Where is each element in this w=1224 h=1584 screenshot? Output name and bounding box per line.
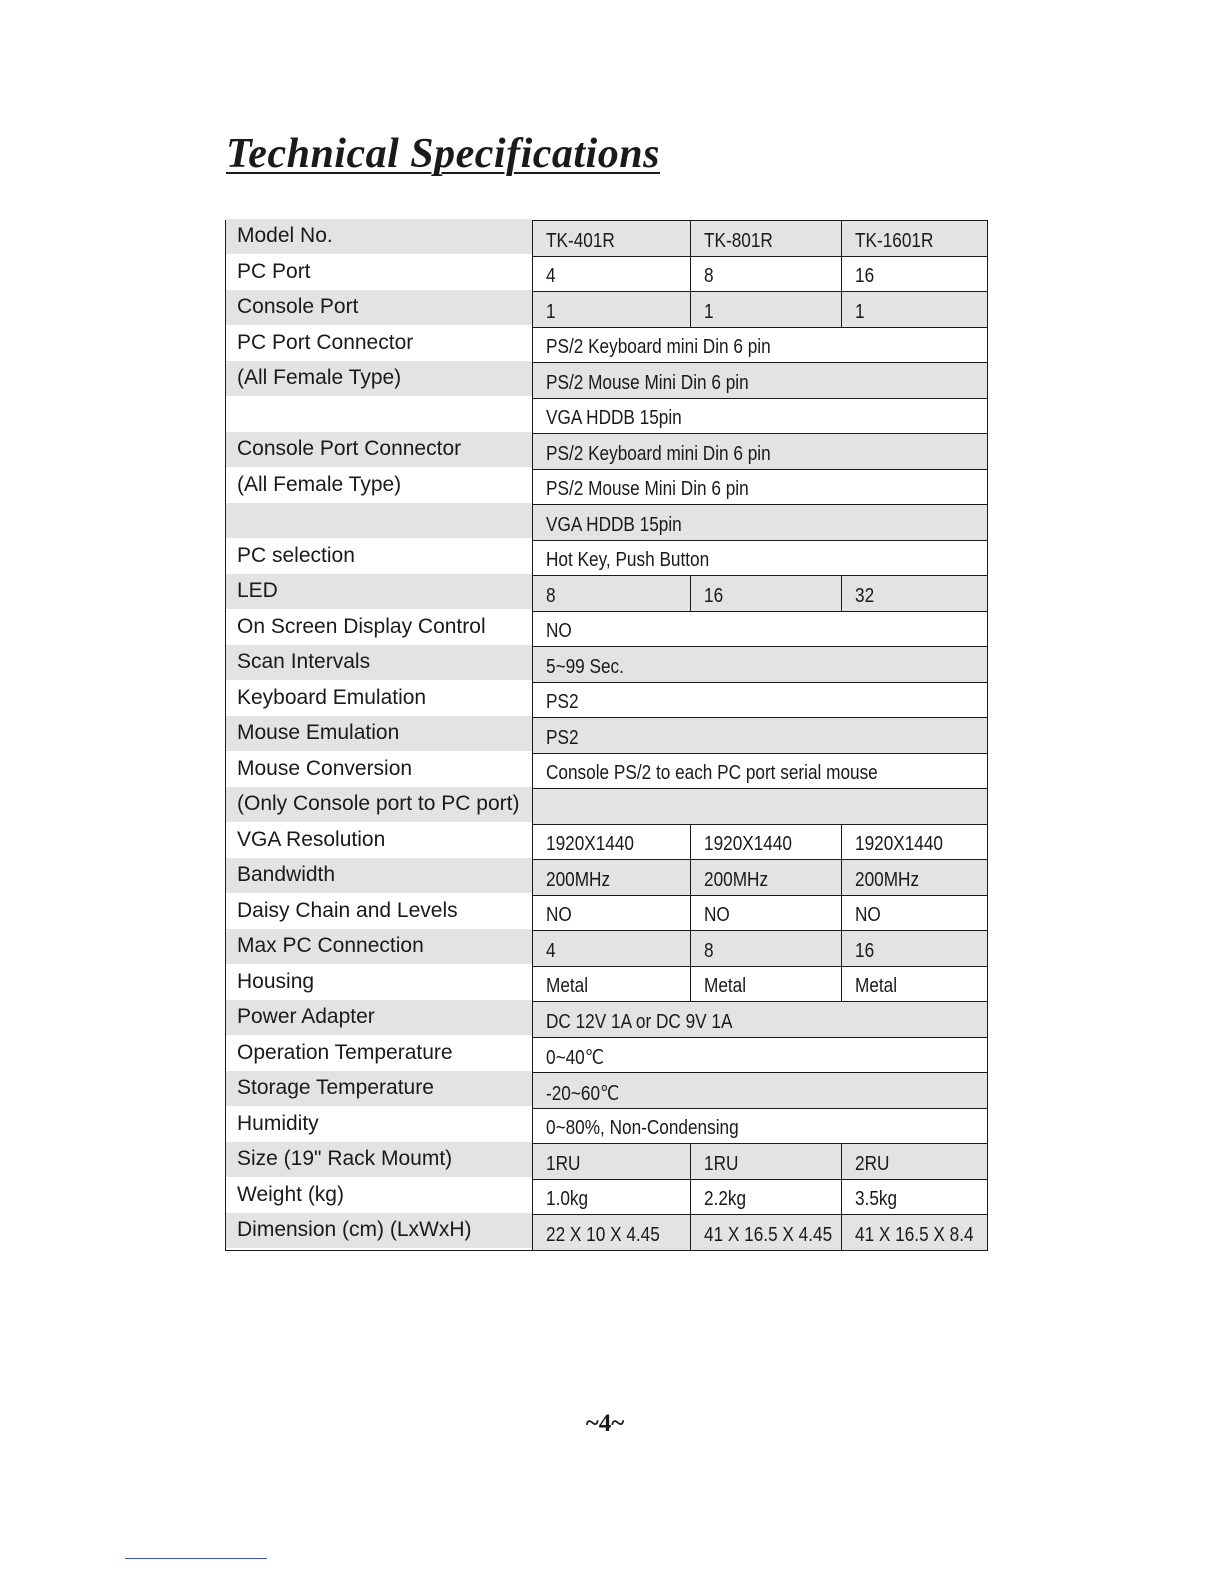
spec-value [533, 363, 988, 399]
table-row [226, 327, 988, 363]
table-row [226, 682, 988, 718]
spec-value [842, 895, 988, 931]
table-row [226, 1144, 988, 1180]
spec-label: (All Female Type) [226, 361, 533, 397]
spec-value-text: 1920X1440 [546, 833, 635, 856]
spec-label: Storage Temperature [226, 1071, 533, 1107]
table-row [226, 895, 988, 931]
spec-value [691, 824, 842, 860]
spec-value-text: Metal [855, 975, 898, 998]
spec-label: Scan Intervals [226, 645, 533, 681]
spec-value [533, 1215, 691, 1251]
spec-value-text: 200MHz [855, 868, 920, 891]
table-row [226, 931, 988, 967]
spec-value [533, 789, 988, 825]
spec-label: Mouse Conversion [226, 751, 533, 787]
spec-label: PC selection [226, 538, 533, 574]
spec-value-text: PS/2 Keyboard mini Din 6 pin [546, 442, 771, 465]
spec-value-text: 200MHz [546, 868, 611, 891]
spec-label: VGA Resolution [226, 822, 533, 858]
spec-value-text: 4 [546, 265, 556, 288]
spec-label: Humidity [226, 1106, 533, 1142]
spec-label: Mouse Emulation [226, 716, 533, 752]
spec-value [691, 966, 842, 1002]
spec-value-text: PS/2 Mouse Mini Din 6 pin [546, 371, 749, 394]
spec-value-text: 8 [704, 265, 714, 288]
spec-value [691, 895, 842, 931]
spec-value [533, 1179, 691, 1215]
spec-value-text: NO [546, 904, 572, 927]
spec-value [842, 1215, 988, 1251]
spec-value [533, 682, 988, 718]
spec-label: Model No. [226, 219, 533, 255]
spec-label: (Only Console port to PC port) [226, 787, 533, 823]
spec-value [533, 434, 988, 470]
spec-value [842, 221, 988, 257]
spec-label: Console Port [226, 290, 533, 326]
spec-value [533, 221, 691, 257]
spec-value [842, 1144, 988, 1180]
spec-value [691, 931, 842, 967]
spec-value-text: Hot Key, Push Button [546, 549, 710, 572]
spec-value-text: 32 [855, 584, 875, 607]
spec-label: Dimension (cm) (LxWxH) [226, 1213, 533, 1249]
spec-value [533, 1073, 988, 1109]
spec-value-text: PS/2 Mouse Mini Din 6 pin [546, 478, 749, 501]
spec-value-text: PS2 [546, 691, 579, 714]
spec-value-text: NO [704, 904, 730, 927]
table-row [226, 469, 988, 505]
spec-value-text: Console PS/2 to each PC port serial mouse [546, 762, 878, 785]
spec-value-text: 0~40℃ [546, 1047, 605, 1070]
spec-value [533, 1144, 691, 1180]
spec-value-text: 2RU [855, 1152, 890, 1175]
spec-label [226, 396, 533, 432]
spec-value [533, 1108, 988, 1144]
table-row [226, 789, 988, 825]
spec-label: LED [226, 574, 533, 610]
spec-value [691, 1215, 842, 1251]
spec-value [691, 576, 842, 612]
spec-value [533, 327, 988, 363]
spec-value [533, 895, 691, 931]
table-row [226, 718, 988, 754]
spec-value-text: VGA HDDB 15pin [546, 513, 682, 536]
table-row [226, 221, 988, 257]
spec-value-text: DC 12V 1A or DC 9V 1A [546, 1010, 733, 1033]
spec-value-text: 200MHz [704, 868, 769, 891]
spec-label: Housing [226, 964, 533, 1000]
spec-value [533, 824, 691, 860]
spec-value [533, 256, 691, 292]
spec-value-text: 1920X1440 [704, 833, 793, 856]
spec-value [533, 505, 988, 541]
spec-value [533, 966, 691, 1002]
spec-value-text: NO [855, 904, 881, 927]
spec-label: (All Female Type) [226, 467, 533, 503]
spec-label: Keyboard Emulation [226, 680, 533, 716]
spec-value [842, 966, 988, 1002]
table-row [226, 363, 988, 399]
spec-value [533, 1037, 988, 1073]
spec-value [842, 576, 988, 612]
table-row [226, 434, 988, 470]
spec-label: Bandwidth [226, 858, 533, 894]
table-row [226, 611, 988, 647]
spec-value-text: 16 [855, 265, 875, 288]
spec-value [842, 931, 988, 967]
table-row [226, 1108, 988, 1144]
spec-value-text: 1.0kg [546, 1188, 589, 1211]
spec-table [225, 220, 988, 1251]
spec-value-text: 0~80%, Non-Condensing [546, 1117, 739, 1140]
spec-value-text: 41 X 16.5 X 4.45 [704, 1223, 833, 1246]
spec-label: PC Port [226, 254, 533, 290]
table-row [226, 1037, 988, 1073]
spec-value-text: PS/2 Keyboard mini Din 6 pin [546, 336, 771, 359]
spec-value-text: Metal [704, 975, 747, 998]
page-title: Technical Specifications [226, 131, 660, 177]
spec-value-text: -20~60℃ [546, 1082, 620, 1105]
spec-value-text: 8 [704, 939, 714, 962]
spec-value-text: 1RU [704, 1152, 739, 1175]
footnote-rule [125, 1558, 267, 1559]
table-row [226, 824, 988, 860]
table-row [226, 398, 988, 434]
spec-value-text: 3.5kg [855, 1188, 898, 1211]
spec-value [533, 398, 988, 434]
spec-value-text: 1920X1440 [855, 833, 944, 856]
spec-value-text: 16 [855, 939, 875, 962]
spec-value [842, 1179, 988, 1215]
spec-value-text: 1RU [546, 1152, 581, 1175]
spec-value-text: 1 [704, 300, 714, 323]
spec-label: Console Port Connector [226, 432, 533, 468]
spec-value [533, 1002, 988, 1038]
table-row [226, 1179, 988, 1215]
table-row [226, 505, 988, 541]
spec-value [533, 753, 988, 789]
spec-value-text: 2.2kg [704, 1188, 747, 1211]
spec-value [842, 292, 988, 328]
table-row [226, 1073, 988, 1109]
table-row [226, 1215, 988, 1251]
spec-value [691, 1179, 842, 1215]
spec-value [533, 540, 988, 576]
table-row [226, 860, 988, 896]
spec-value [533, 576, 691, 612]
spec-value-text: 4 [546, 939, 556, 962]
spec-value [691, 292, 842, 328]
spec-value [533, 469, 988, 505]
spec-label: On Screen Display Control [226, 609, 533, 645]
spec-value-text: 41 X 16.5 X 8.4 [855, 1223, 974, 1246]
spec-label: Max PC Connection [226, 929, 533, 965]
spec-value-text: 8 [546, 584, 556, 607]
table-row [226, 1002, 988, 1038]
spec-value [691, 256, 842, 292]
spec-label: Daisy Chain and Levels [226, 893, 533, 929]
spec-value-text: NO [546, 620, 572, 643]
spec-label: PC Port Connector [226, 325, 533, 361]
spec-value [842, 256, 988, 292]
table-row [226, 576, 988, 612]
spec-value [691, 860, 842, 896]
spec-value-text: 5~99 Sec. [546, 655, 624, 678]
spec-value-text: 16 [704, 584, 724, 607]
spec-value-text: 22 X 10 X 4.45 [546, 1223, 660, 1246]
table-row [226, 540, 988, 576]
spec-value-text: PS2 [546, 726, 579, 749]
spec-value-text: 1 [546, 300, 556, 323]
spec-value [691, 221, 842, 257]
spec-label: Power Adapter [226, 1000, 533, 1036]
spec-label: Weight (kg) [226, 1177, 533, 1213]
spec-label [226, 503, 533, 539]
spec-value [842, 860, 988, 896]
spec-value-text: TK-801R [704, 229, 773, 252]
spec-label: Operation Temperature [226, 1035, 533, 1071]
spec-label: Size (19" Rack Moumt) [226, 1142, 533, 1178]
spec-value [533, 611, 988, 647]
spec-value-text: TK-401R [546, 229, 615, 252]
table-row [226, 966, 988, 1002]
spec-value [533, 292, 691, 328]
table-row [226, 647, 988, 683]
table-row [226, 292, 988, 328]
table-row [226, 256, 988, 292]
spec-value-text: VGA HDDB 15pin [546, 407, 682, 430]
spec-value-text: TK-1601R [855, 229, 934, 252]
spec-value-text: Metal [546, 975, 589, 998]
spec-value-text: 1 [855, 300, 865, 323]
spec-value [533, 647, 988, 683]
table-row [226, 753, 988, 789]
page-number: ~4~ [585, 1410, 625, 1437]
spec-value [533, 718, 988, 754]
spec-value [691, 1144, 842, 1180]
spec-value [533, 931, 691, 967]
spec-value [533, 860, 691, 896]
spec-value [842, 824, 988, 860]
spec-table-body [226, 221, 988, 1251]
